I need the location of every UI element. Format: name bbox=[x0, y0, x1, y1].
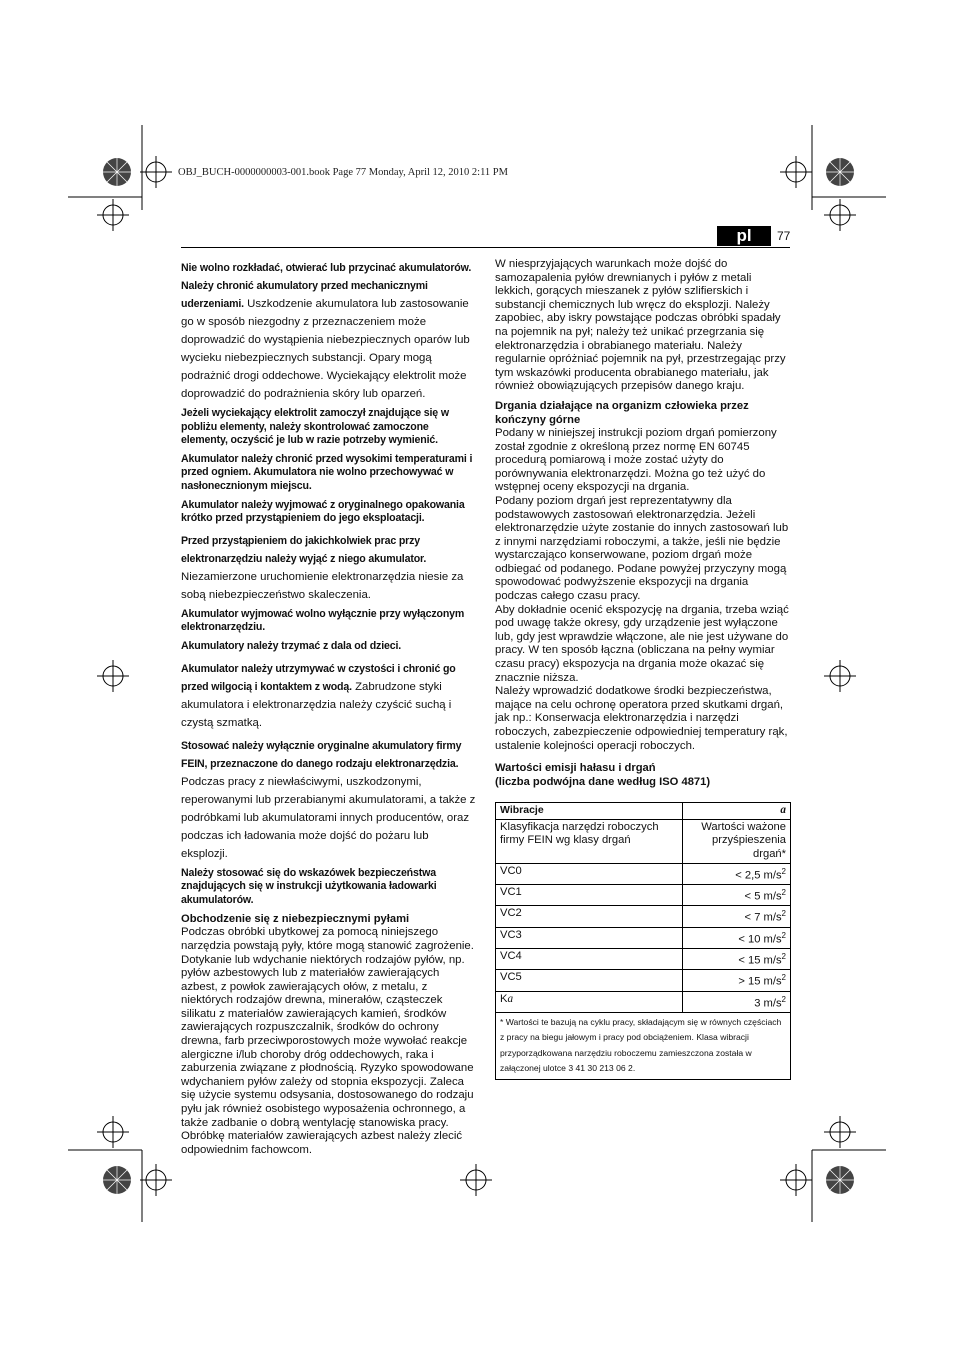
vibration-value bbox=[683, 884, 791, 905]
vibration-class: VC5 bbox=[496, 970, 683, 991]
body-text: Podczas pracy z niewłaściwymi, uszkodzonymi, reperowanymi lub przerabianymi akumulatorami, a także z podróbkami lub akumulatorami innych producentów, oraz podczas ich ładowania może dojść do pożaru lub eksplozji. bbox=[181, 775, 476, 860]
vibration-value-text: < 7 m/s bbox=[744, 911, 782, 924]
battery-warning-6: Akumulator wyjmować wolno wyłącznie przy wyłączonym elektronarzędziu. bbox=[181, 607, 465, 634]
vibration-value bbox=[683, 970, 791, 991]
bold-lead: Akumulator należy utrzymywać w czystości i chronić go przed wilgocią i kontaktem z wodą. bbox=[181, 662, 456, 693]
body-text: Niezamierzone uruchomienie elektronarzędzia niesie za sobą niebezpieczeństwo skaleczenia. bbox=[181, 570, 464, 601]
vibration-value-exponent: 2 bbox=[781, 909, 786, 919]
table-row bbox=[496, 863, 791, 884]
battery-warning-1 bbox=[181, 258, 477, 402]
accel-symbol: a bbox=[780, 804, 786, 817]
table-row bbox=[496, 948, 791, 969]
language-tab: pl bbox=[717, 226, 771, 246]
body-text: Zabrudzone styki akumulatora i elektronarzędzia należy czyścić suchą i czystą szmatką. bbox=[181, 680, 452, 729]
page-number: 77 bbox=[777, 229, 791, 243]
column-header-value: Wartości ważone przyśpieszenia drgań* bbox=[683, 819, 791, 863]
vibration-class: VC3 bbox=[496, 927, 683, 948]
emission-heading bbox=[495, 761, 791, 789]
emission-heading-line-1: Wartości emisji hałasu i drgań bbox=[495, 762, 656, 775]
table-title-symbol bbox=[683, 803, 791, 820]
body-text: Uszkodzenie akumulatora lub zastosowanie go w sposób niezgodny z przeznaczeniem może doprowadzić do wystąpienia niebezpiecznych oparów lub wycieku niebezpiecznych substancji. Opary mogą podrażnić drogi oddechowe. Wyciekający elektrolit może doprowadzić do podrażnienia skóry lub oparzeń. bbox=[181, 298, 470, 400]
vibration-value-text: < 5 m/s bbox=[744, 890, 782, 903]
left-column bbox=[181, 258, 477, 1157]
table-title: Wibracje bbox=[496, 803, 683, 820]
table-row-ka bbox=[496, 991, 791, 1012]
vibration-value bbox=[683, 906, 791, 927]
bold-lead: Nie wolno rozkładać, otwierać lub przycinać akumulatorów. Należy chronić akumulatory przed mechanicznymi uderzeniami. bbox=[181, 262, 472, 310]
table-footnote: * Wartości te bazują na cyklu pracy, składającym się w równych częściach z pracy na biegu jałowym i pracy pod obciążeniem. Klasa wibracji przyporządkowana narzędziu roboczemu zamieszczona została w załączonej ulotce 3 41 30 213 06 2. bbox=[496, 1012, 791, 1079]
dust-paragraph-2: Dotykanie lub wdychanie niektórych rodzajów pyłów, np. pyłów azbestowych lub z materiałów zawierających azbest, z powłok zawierających ołów, z metalu, z niektórych rodzajów drewna, minerałów, cząsteczek silikatu z materiałów zawierających kamień, środków zawierających rozpuszczalnik, środków do ochrony drewna, farb przeciwporostowych może wywołać reakcje alergiczne i/lub choroby dróg oddechowych, raka i zaburzenia związane z płodnością. Ryzyko spowodowane wdychaniem pyłów zależy od stopnia ekspozycji. Zaleca się użycie systemu odsysania, dostosowanego do rodzaju pyłu jak również osobistego wyposażenia ochronnego, a także zadbanie o dobrą wentylację stanowiska pracy. Obróbkę materiałów zawierających azbest należy zlecić odpowiednim fachowcom. bbox=[181, 953, 474, 1156]
emission-heading-line-2: (liczba podwójna dane według ISO 4871) bbox=[495, 776, 711, 789]
battery-warning-10: Należy stosować się do wskazówek bezpieczeństwa znajdujących się w instrukcji użytkowania ładowarki akumulatorów. bbox=[181, 866, 437, 906]
table-title-row bbox=[496, 803, 791, 820]
vibration-value-exponent: 2 bbox=[781, 973, 786, 983]
vibration-value-text: < 15 m/s bbox=[738, 954, 782, 967]
vibration-heading: Drgania działające na organizm człowieka przez kończyny górne bbox=[495, 399, 749, 426]
vibration-class: VC2 bbox=[496, 906, 683, 927]
ka-value-text: 3 m/s bbox=[754, 997, 782, 1010]
vibration-class: VC0 bbox=[496, 863, 683, 884]
vibration-value bbox=[683, 948, 791, 969]
table-body bbox=[496, 863, 791, 991]
ka-label bbox=[496, 991, 683, 1012]
vibration-paragraph-1: Podany w niniejszej instrukcji poziom drgań pomierzony został zgodnie z określoną przez normę EN 60745 procedurą pomiarową i może zostać użyty do porównywania elektronarzędzi. Można go też użyć do wstępnej oceny ekspozycji na drgania. bbox=[495, 426, 777, 494]
vibration-paragraph-2: Podany poziom drgań jest reprezentatywny dla podstawowych zastosowań elektronarzędzia. Jeżeli elektronarzędzie użyte zostanie do innych zastosowań lub z innymi narzędziami roboczymi, a także, jeśli nie będzie wystarczająco konserwowane, poziom drgań może odbiegać od podanego. Podane powyżej przyczyny mogą spowodować podwyższenie ekspozycji na drgania podczas całego czasu pracy. bbox=[495, 494, 789, 603]
k-subscript: a bbox=[507, 992, 514, 1005]
vibration-class: VC4 bbox=[496, 948, 683, 969]
vibration-value-exponent: 2 bbox=[781, 930, 786, 940]
table-row bbox=[496, 906, 791, 927]
dust-paragraph-3: W niesprzyjających warunkach może dojść do samozapalenia pyłów drewnianych i pyłów z metali lekkich, gorących mieszanek z pyłów szlifierskich i substancji chemicznych lub wręcz do eksplozji. Należy zapobiec, aby iskry powstające podczas obróbki spadały na pojemnik na pył; należy też unikać przegrzania się elektronarzędzia i obrabianego materiału. Należy regularnie opróżniać pojemnik na pył, przestrzegając przy tym wskazówki producenta obrabianego materiału, jak również obowiązujących przepisów danego kraju. bbox=[495, 258, 786, 393]
header-rule bbox=[181, 247, 790, 248]
table-footnote-row bbox=[496, 1012, 791, 1079]
table-row bbox=[496, 884, 791, 905]
vibration-value-exponent: 2 bbox=[781, 951, 786, 961]
battery-warning-8 bbox=[181, 659, 477, 731]
vibration-value-text: > 15 m/s bbox=[738, 975, 782, 988]
vibration-paragraph-3: Aby dokładnie ocenić ekspozycję na drgania, trzeba wziąć pod uwagę także okresy, gdy urządzenie jest wyłączone lub, gdy jest wprawdzie włączone, ale nie jest używane do pracy. W ten sposób łączna (obliczana na pełny wymiar czasu pracy) ekspozycja na drgania może okazać się znacznie niższa. bbox=[495, 603, 789, 684]
vibration-value bbox=[683, 863, 791, 884]
battery-warning-7: Akumulatory należy trzymać z dala od dzieci. bbox=[181, 639, 402, 652]
table-row bbox=[496, 970, 791, 991]
vibration-value-text: < 2,5 m/s bbox=[735, 869, 782, 882]
bold-lead: Przed przystąpieniem do jakichkolwiek prac przy elektronarzędziu należy wyjąć z niego akumulator. bbox=[181, 534, 427, 565]
vibration-value bbox=[683, 927, 791, 948]
battery-warning-3: Akumulator należy chronić przed wysokimi temperaturami i przed ogniem. Akumulatora nie wolno przechowywać w nasłonecznionym miejscu. bbox=[181, 452, 473, 492]
table-row bbox=[496, 927, 791, 948]
bold-lead: Stosować należy wyłącznie oryginalne akumulatory firmy FEIN, przeznaczone do danego rodzaju elektronarzędzia. bbox=[181, 739, 462, 770]
vibration-value-exponent: 2 bbox=[781, 866, 786, 876]
k-letter: K bbox=[500, 992, 508, 1005]
table-header-row bbox=[496, 819, 791, 863]
battery-warning-2: Jeżeli wyciekający elektrolit zamoczył znajdujące się w pobliżu elementy, należy skontrolować zamoczone elementy, oczyścić je lub w razie potrzeby wymienić. bbox=[181, 407, 449, 447]
vibration-value-exponent: 2 bbox=[781, 887, 786, 897]
dust-paragraph-1: Podczas obróbki ubytkowej za pomocą niniejszego narzędzia powstają pyły, które mogą stanowić zagrożenie. bbox=[181, 926, 474, 952]
right-column bbox=[495, 258, 791, 1080]
ka-exponent: 2 bbox=[781, 994, 786, 1004]
battery-warning-5 bbox=[181, 531, 477, 603]
column-header-class: Klasyfikacja narzędzi roboczych firmy FEIN wg klasy drgań bbox=[496, 819, 683, 863]
book-info-line: OBJ_BUCH-0000000003-001.book Page 77 Monday, April 12, 2010 2:11 PM bbox=[178, 167, 508, 178]
vibration-class: VC1 bbox=[496, 884, 683, 905]
battery-warning-4: Akumulator należy wyjmować z oryginalnego opakowania krótko przed przystąpieniem do jego eksploatacji. bbox=[181, 498, 465, 525]
vibration-table bbox=[495, 802, 791, 1080]
vibration-value-text: < 10 m/s bbox=[738, 933, 782, 946]
vibration-paragraph-4: Należy wprowadzić dodatkowe środki bezpieczeństwa, mające na celu ochronę operatora przed skutkami drgań, jak np.: Konserwacja elektronarzędzia i narzędzi roboczych, zabezpieczenie odpowiedniej temperatury rąk, ustalenie kolejności operacji roboczych. bbox=[495, 685, 788, 752]
battery-warning-9 bbox=[181, 736, 477, 862]
dust-heading: Obchodzenie się z niebezpiecznymi pyłami bbox=[181, 913, 410, 926]
ka-value bbox=[683, 991, 791, 1012]
